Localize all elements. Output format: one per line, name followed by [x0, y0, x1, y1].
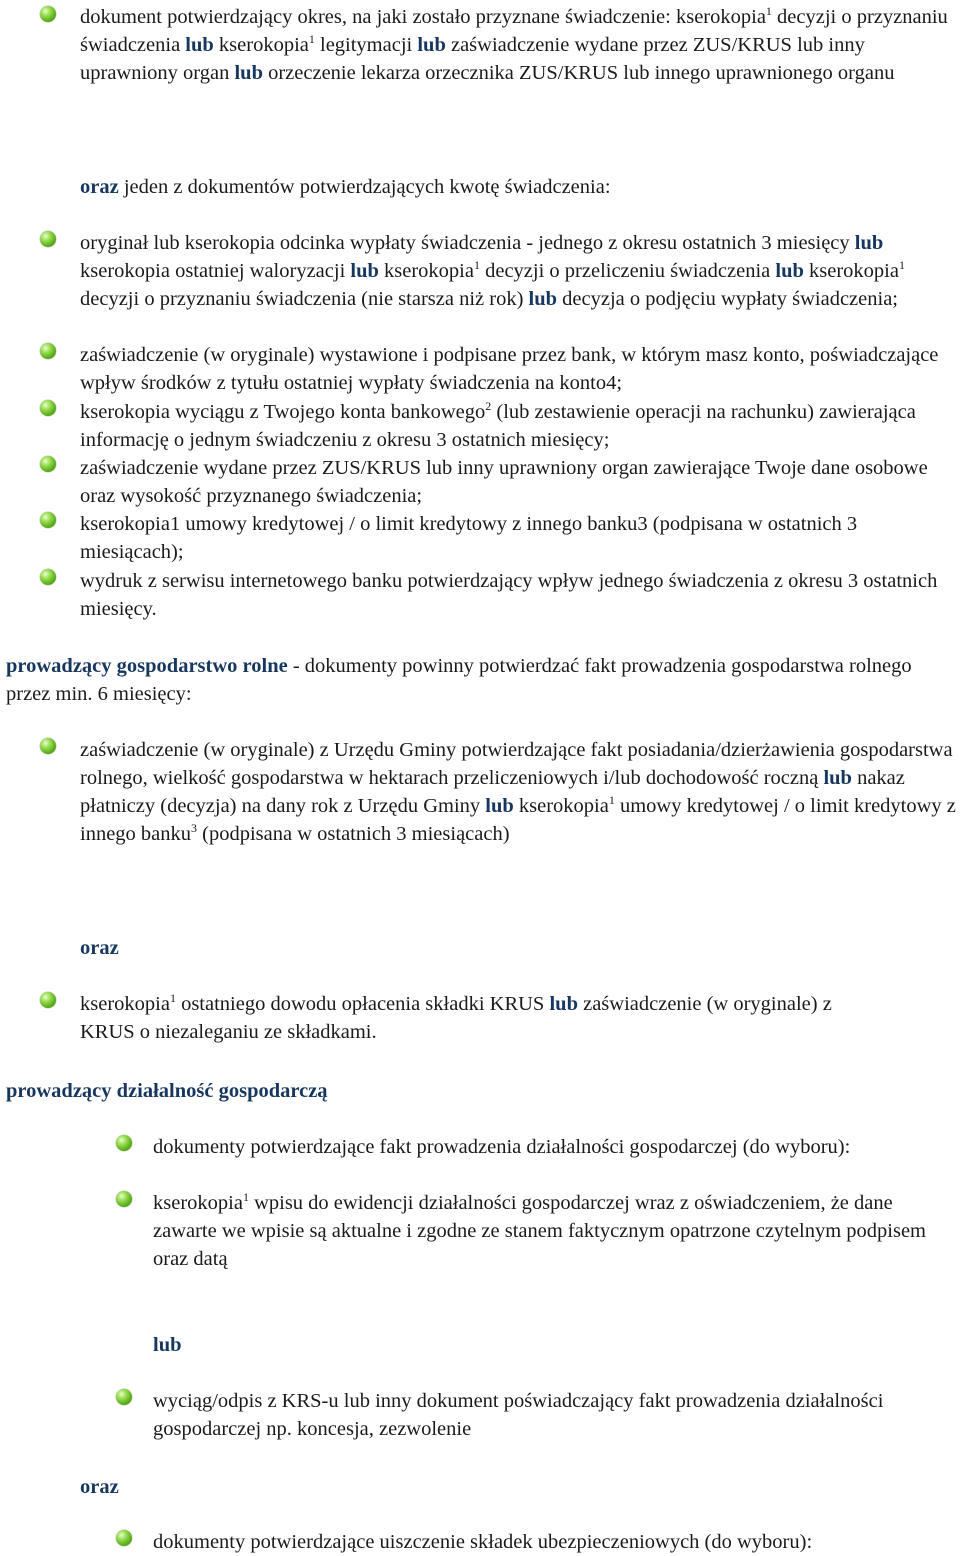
list-item: wyciąg/odpis z KRS-u lub inny dokument poświadczający fakt prowadzenia działalności gospodarczej np. koncesja, zezwolenie	[153, 1390, 884, 1440]
list-item: dokument potwierdzający okres, na jaki zostało przyznane świadczenie: kserokopia$^1$ decyzji o przyznaniu świadczenia lub kserokopia$^1$ legitymacji lub zaświadczenie wydane przez ZUS/KRUS lub inny uprawniony organ lub orzeczenie lekarza orzecznika ZUS/KRUS lub innego uprawnionego organu	[80, 4, 948, 84]
list-item: zaświadczenie (w oryginale) wystawione i podpisane przez bank, w którym masz konto, poświadczające wpływ środków z tytułu ostatniej wypłaty świadczenia na konto4;	[80, 344, 939, 394]
list-item: dokumenty potwierdzające uiszczenie składek ubezpieczeniowych (do wyboru):	[153, 1531, 813, 1553]
list-item: kserokopia$^1$ wpisu do ewidencji działalności gospodarczej wraz z oświadczeniem, że dane zawarte we wpisie są aktualne i zgodne ze stanem faktycznym opatrzone czytelnym podpisem oraz datą	[153, 1190, 927, 1270]
list-item: zaświadczenie (w oryginale) z Urzędu Gminy potwierdzające fakt posiadania/dzierżawienia gospodarstwa rolnego, wielkość gospodarstwa w hektarach przeliczeniowych i/lub dochodowość roczną lub nakaz płatniczy (decyzja) na dany rok z Urzędu Gminy lub kserokopia$^1$ umowy kredytowej / o limit kredytowy z innego banku$^3$ (podpisana w ostatnich 3 miesiącach)	[80, 739, 956, 845]
list-item: kserokopia$^1$ ostatniego dowodu opłacenia składki KRUS lub zaświadczenie (w oryginale) z KRUS o niezaleganiu ze składkami.	[80, 991, 832, 1043]
oraz-line: oraz jeden z dokumentów potwierdzających kwotę świadczenia:	[80, 176, 611, 198]
list-item: kserokopia1 umowy kredytowej / o limit kredytowy z innego banku3 (podpisana w ostatnich 3 miesiącach);	[80, 513, 858, 563]
green-bullet-icon	[40, 992, 56, 1008]
green-bullet-icon	[40, 231, 56, 247]
list-item: oryginał lub kserokopia odcinka wypłaty świadczenia - jednego z okresu ostatnich 3 miesięcy lub kserokopia ostatniej waloryzacji lub kserokopia$^1$ decyzji o przeliczeniu świadczenia lub kserokopia$^1$ decyzji o przyznaniu świadczenia (nie starsza niż rok) lub decyzja o podjęciu wypłaty świadczenia;	[80, 232, 905, 310]
oraz-line: oraz	[80, 1476, 119, 1498]
list-item: dokumenty potwierdzające fakt prowadzenia działalności gospodarczej (do wyboru):	[153, 1136, 851, 1158]
list-item: zaświadczenie wydane przez ZUS/KRUS lub inny uprawniony organ zawierające Twoje dane osobowe oraz wysokość przyznanego świadczenia;	[80, 457, 928, 507]
lub-line: lub	[153, 1334, 182, 1356]
green-bullet-icon	[116, 1389, 132, 1405]
green-bullet-icon	[40, 738, 56, 754]
green-bullet-icon	[116, 1135, 132, 1151]
green-bullet-icon	[116, 1530, 132, 1546]
green-bullet-icon	[116, 1191, 132, 1207]
section-farm-heading: prowadzący gospodarstwo rolne - dokumenty powinny potwierdzać fakt prowadzenia gospodarstwa rolnego przez min. 6 miesięcy:	[6, 655, 912, 705]
oraz-line: oraz	[80, 937, 119, 959]
green-bullet-icon	[40, 400, 56, 416]
list-item: kserokopia wyciągu z Twojego konta bankowego$^2$ (lub zestawienie operacji na rachunku) zawierająca informację o jednym świadczeniu z okresu 3 ostatnich miesięcy;	[80, 399, 916, 451]
green-bullet-icon	[40, 569, 56, 585]
green-bullet-icon	[40, 343, 56, 359]
green-bullet-icon	[40, 6, 56, 22]
green-bullet-icon	[40, 512, 56, 528]
list-item: wydruk z serwisu internetowego banku potwierdzający wpływ jednego świadczenia z okresu 3 ostatnich miesięcy.	[80, 570, 938, 620]
section-business-heading: prowadzący działalność gospodarczą	[6, 1080, 328, 1102]
green-bullet-icon	[40, 456, 56, 472]
